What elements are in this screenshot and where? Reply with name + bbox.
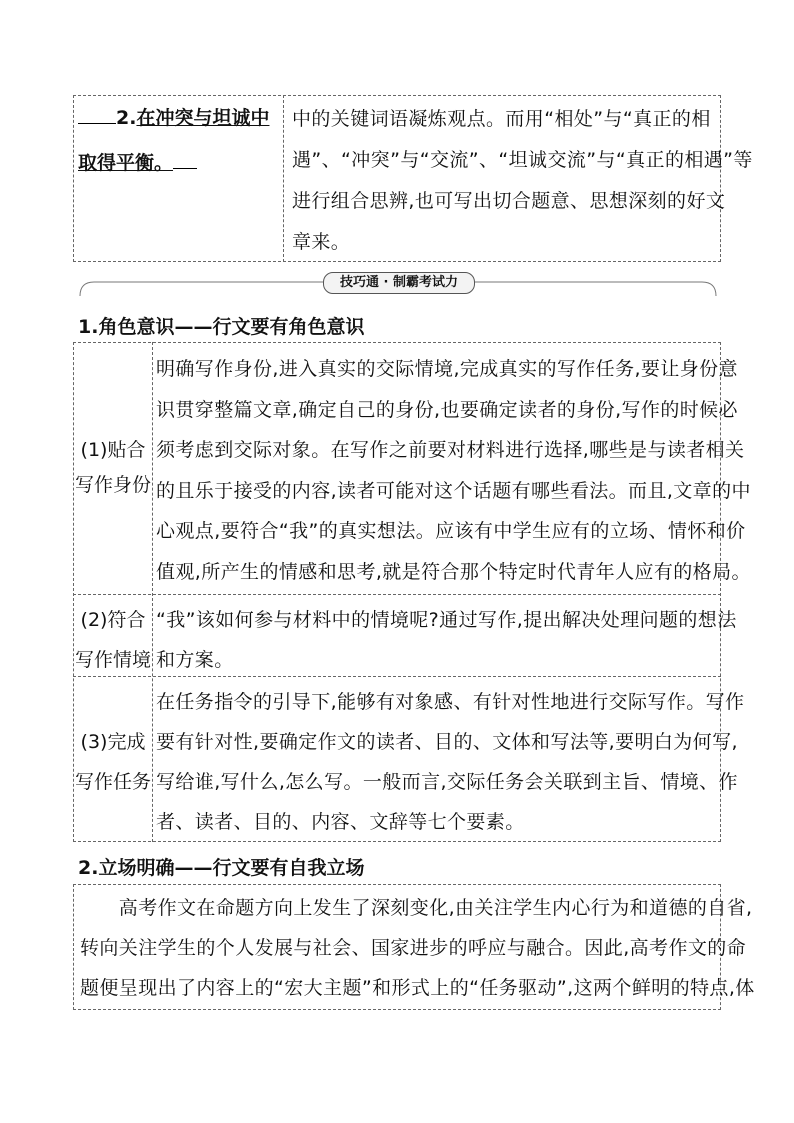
row-label-identity: (1)贴合 写作身份 xyxy=(74,439,151,496)
text-line: 的且乐于接受的内容,读者可能对这个话题有哪些看法。而且,文章的中 xyxy=(156,479,751,502)
text-line: 中的关键词语凝炼观点。而用“相处”与“真正的相 xyxy=(292,108,711,130)
text-line: “我”该如何参与材料中的情境呢?通过写作,提出解决处理问题的想法 xyxy=(156,609,737,631)
top-left-cell xyxy=(78,101,280,181)
text-line: 题便呈现出了内容上的“宏大主题”和形式上的“任务驱动”,这两个鲜明的特点,体 xyxy=(80,977,755,999)
row-label-situation: (2)符合 写作情境 xyxy=(74,609,151,671)
underline-blank xyxy=(173,167,197,169)
text-line: 者、读者、目的、内容、文辞等七个要素。 xyxy=(156,811,525,833)
text-line: 心观点,要符合“我”的真实想法。应该有中学生应有的立场、情怀和价 xyxy=(156,520,746,542)
text-line: 要有针对性,要确定作文的读者、目的、文体和写法等,要明白为何写, xyxy=(156,731,738,753)
text-line: 高考作文在命题方向上发生了深刻变化,由关注学生内心行为和道德的自省, xyxy=(80,897,753,919)
role-table-rowline xyxy=(73,594,721,595)
text-line: 进行组合思辨,也可写出切合题意、思想深刻的好文 xyxy=(292,190,726,212)
section2-text xyxy=(80,888,755,1008)
section1-heading: 1.角色意识——行文要有角色意识 xyxy=(78,316,365,338)
text-line: 转向关注学生的个人发展与社会、国家进步的呼应与融合。因此,高考作文的命 xyxy=(80,937,747,959)
top-right-cell xyxy=(292,99,753,263)
text-line: 写给谁,写什么,怎么写。一般而言,交际任务会关联到主旨、情境、作 xyxy=(156,771,738,793)
text-line: 在任务指令的引导下,能够有对象感、有针对性地进行交际写作。写作 xyxy=(156,691,745,713)
role-table-divider xyxy=(152,342,153,842)
section2-heading: 2.立场明确——行文要有自我立场 xyxy=(78,857,365,879)
row-text-task xyxy=(156,682,745,842)
text-line: 值观,所产生的情感和思考,就是符合那个特定时代青年人应有的格局。 xyxy=(156,560,751,583)
banner-label: 技巧通 · 制霸考试力 xyxy=(340,275,458,290)
top-left-number: 2. xyxy=(116,107,137,129)
underline-blank xyxy=(78,122,116,124)
top-left-line2: 取得平衡。 xyxy=(78,152,174,174)
row-label-task: (3)完成 写作任务 xyxy=(74,731,151,793)
top-table-divider xyxy=(283,95,284,262)
text-line: 须考虑到交际对象。在写作之前要对材料进行选择,哪些是与读者相关 xyxy=(156,439,745,461)
text-line: 明确写作身份,进入真实的交际情境,完成真实的写作任务,要让身份意 xyxy=(156,358,738,380)
row-text-identity xyxy=(156,349,751,592)
row-text-situation xyxy=(156,600,737,680)
text-line: 和方案。 xyxy=(156,649,234,671)
banner-badge xyxy=(323,272,475,294)
text-line: 章来。 xyxy=(292,231,351,253)
text-line: 识贯穿整篇文章,确定自己的身份,也要确定读者的身份,写作的时候必 xyxy=(156,398,738,421)
top-left-line1: 在冲突与坦诚中 xyxy=(136,107,270,129)
text-line: 遇”、“冲突”与“交流”、“坦诚交流”与“真正的相遇”等 xyxy=(292,149,753,171)
